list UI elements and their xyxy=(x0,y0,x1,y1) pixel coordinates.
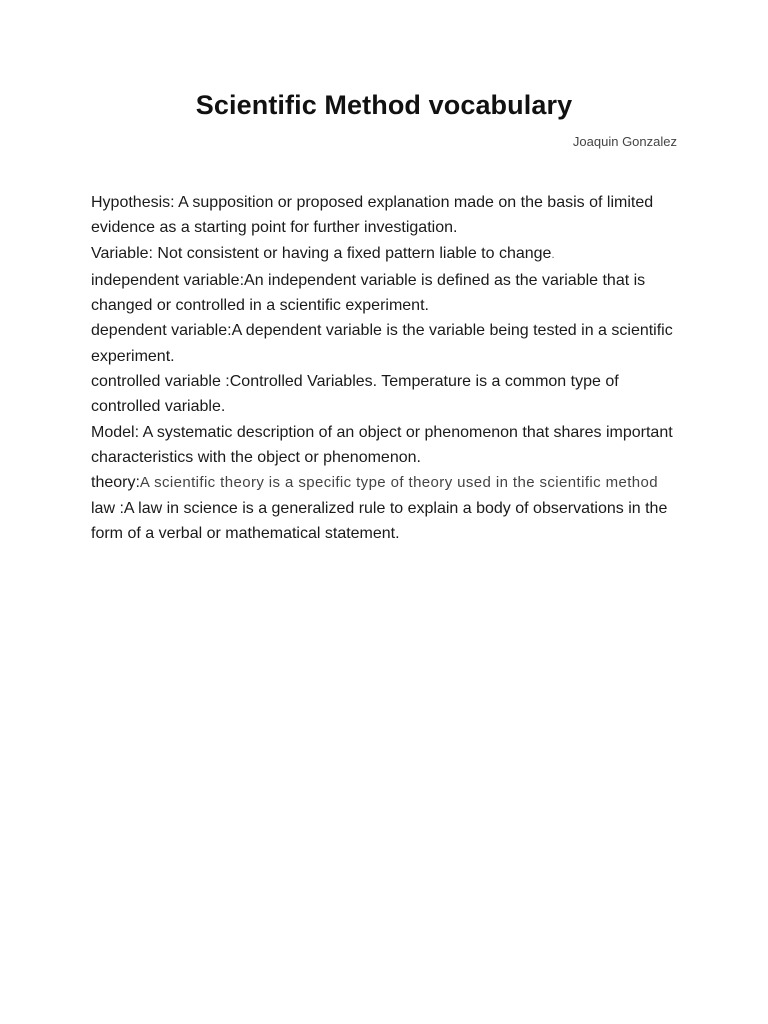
vocab-term: independent variable: xyxy=(91,271,245,289)
vocab-term: controlled variable : xyxy=(91,373,230,391)
document-title: Scientific Method vocabulary xyxy=(195,90,573,120)
vocab-entry-theory xyxy=(91,470,683,495)
vocab-entry-variable xyxy=(91,241,683,268)
vocab-definition: A systematic description of an object or phenomenon that shares important characteristics with the object or phenomenon. xyxy=(91,423,673,466)
vocab-entry-hypothesis xyxy=(91,190,683,241)
vocab-entry-model xyxy=(91,420,683,471)
vocab-definition: A law in science is a generalized rule to explain a body of observations in the form of a verbal or mathematical statement. xyxy=(91,499,668,542)
vocab-entry-independent-variable xyxy=(91,268,683,319)
vocab-definition: A dependent variable is the variable being tested in a scientific experiment. xyxy=(91,322,673,365)
vocab-definition: Not consistent or having a fixed pattern liable to change xyxy=(152,244,552,262)
vocab-trailing-period: . xyxy=(551,248,555,261)
vocab-entry-law xyxy=(91,496,683,547)
vocab-definition: Controlled Variables. Temperature is a common type of controlled variable. xyxy=(91,373,619,416)
vocab-term: Variable: xyxy=(91,244,153,262)
vocab-term: theory: xyxy=(91,474,140,492)
vocab-entry-dependent-variable xyxy=(91,318,683,369)
vocabulary-list xyxy=(91,190,683,546)
vocab-definition: An independent variable is defined as the variable that is changed or controlled in a scientific experiment. xyxy=(91,271,646,315)
vocab-term: dependent variable: xyxy=(91,322,232,340)
vocab-entry-controlled-variable xyxy=(91,369,683,420)
vocab-term: Hypothesis: xyxy=(91,194,175,211)
vocab-term: Model: xyxy=(91,423,140,441)
vocab-definition: A scientific theory is a specific type of theory used in the scientific method xyxy=(139,474,659,492)
vocab-term: law : xyxy=(91,499,124,517)
vocab-definition: A supposition or proposed explanation made on the basis of limited evidence as a starting point for further investigation. xyxy=(91,194,654,237)
document-author: Joaquin Gonzalez xyxy=(572,134,677,149)
